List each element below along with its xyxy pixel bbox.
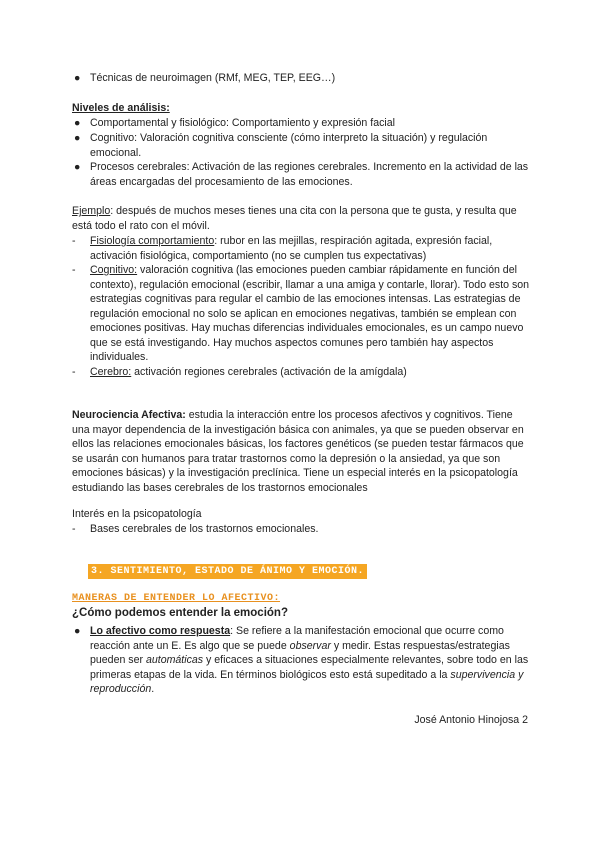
question-heading: ¿Cómo podemos entender la emoción? bbox=[72, 607, 288, 619]
neurociencia-label: Neurociencia Afectiva: bbox=[72, 409, 186, 421]
list-item: ● Lo afectivo como respuesta: Se refiere a la manifestación emocional que ocurre como reacción ante un E. Es algo que se puede observar y medir. Estas respuestas/estrategias pueden ser automáticas y eficaces a situaciones especialmente relevantes, sobre todo en las primeras etapas de la vida. En términos biológicos esto está supeditado a la supervivencia y reproducción. bbox=[74, 625, 529, 695]
niveles-heading: Niveles de análisis: bbox=[72, 102, 170, 114]
bullet-icon: ● bbox=[74, 161, 81, 173]
subsection-title: MANERAS DE ENTENDER LO AFECTIVO: bbox=[72, 593, 281, 604]
bullet-icon: ● bbox=[74, 625, 81, 637]
dash-icon: - bbox=[72, 235, 76, 247]
dash-icon: - bbox=[72, 366, 76, 378]
list-item: ● Procesos cerebrales: Activación de las regiones cerebrales. Incremento en la actividad de las áreas encargadas del procesamiento de las emociones. bbox=[74, 161, 529, 188]
ejemplo-label: Ejemplo bbox=[72, 205, 111, 217]
list-item: - Bases cerebrales de los trastornos emocionales. bbox=[72, 523, 319, 535]
section-title: 3. SENTIMIENTO, ESTADO DE ÁNIMO Y EMOCIÓN. bbox=[88, 564, 367, 579]
list-item: - Fisiología comportamiento: rubor en las mejillas, respiración agitada, expresión facial, activación fisiológica, comportamiento (no se cumplen tus expectativas) bbox=[72, 235, 493, 262]
ejemplo-paragraph: Ejemplo: después de muchos meses tienes una cita con la persona que te gusta, y resulta que está todo el rato con el móvil. bbox=[72, 205, 517, 232]
bullet-icon: ● bbox=[74, 72, 81, 84]
list-item: ● Comportamental y fisiológico: Comportamiento y expresión facial bbox=[74, 117, 395, 129]
list-item: - Cerebro: activación regiones cerebrales (activación de la amígdala) bbox=[72, 366, 407, 378]
bullet-icon: ● bbox=[74, 117, 81, 129]
list-item: ● Cognitivo: Valoración cognitiva consciente (cómo interpreto la situación) y regulación emocional. bbox=[74, 132, 488, 159]
list-item: ● Técnicas de neuroimagen (RMf, MEG, TEP, EEG…) bbox=[74, 72, 336, 84]
list-item: - Cognitivo: valoración cognitiva (las emociones pueden cambiar rápidamente en función del contexto), regulación emocional (escribir, llamar a una amiga y contarle, llorar). Todo esto son estrategias cognitivas para regular el cambio de las emociones intensas. Las estrategias de regulación emocional no solo se aplican en emociones negativas, también se emplean con emociones positivas. Hay muchas diferencias individuales emocionales, es un campo nuevo que se está investigando. Hay muchos aspectos comunes pero también hay aspectos individuales. bbox=[72, 264, 530, 363]
page-footer: José Antonio Hinojosa 2 bbox=[414, 714, 528, 726]
interes-heading: Interés en la psicopatología bbox=[72, 508, 202, 520]
neurociencia-paragraph: Neurociencia Afectiva: estudia la interacción entre los procesos afectivos y cognitivos. Tiene una mayor dependencia de la investigación básica con animales, ya que se pueden observar en ellos las relaciones emocionales básicas, los factores genéticos (se pueden testar fármacos que se usarán con humanos para tratar trastornos como la depresión o la ansiedad, ya que son emociones básicas) y la investigación preclínica. Tiene un especial interés en la psicopatología estudiando las bases cerebrales de los trastornos emocionales bbox=[72, 409, 524, 494]
dash-icon: - bbox=[72, 523, 76, 535]
bullet-icon: ● bbox=[74, 132, 81, 144]
dash-icon: - bbox=[72, 264, 76, 276]
